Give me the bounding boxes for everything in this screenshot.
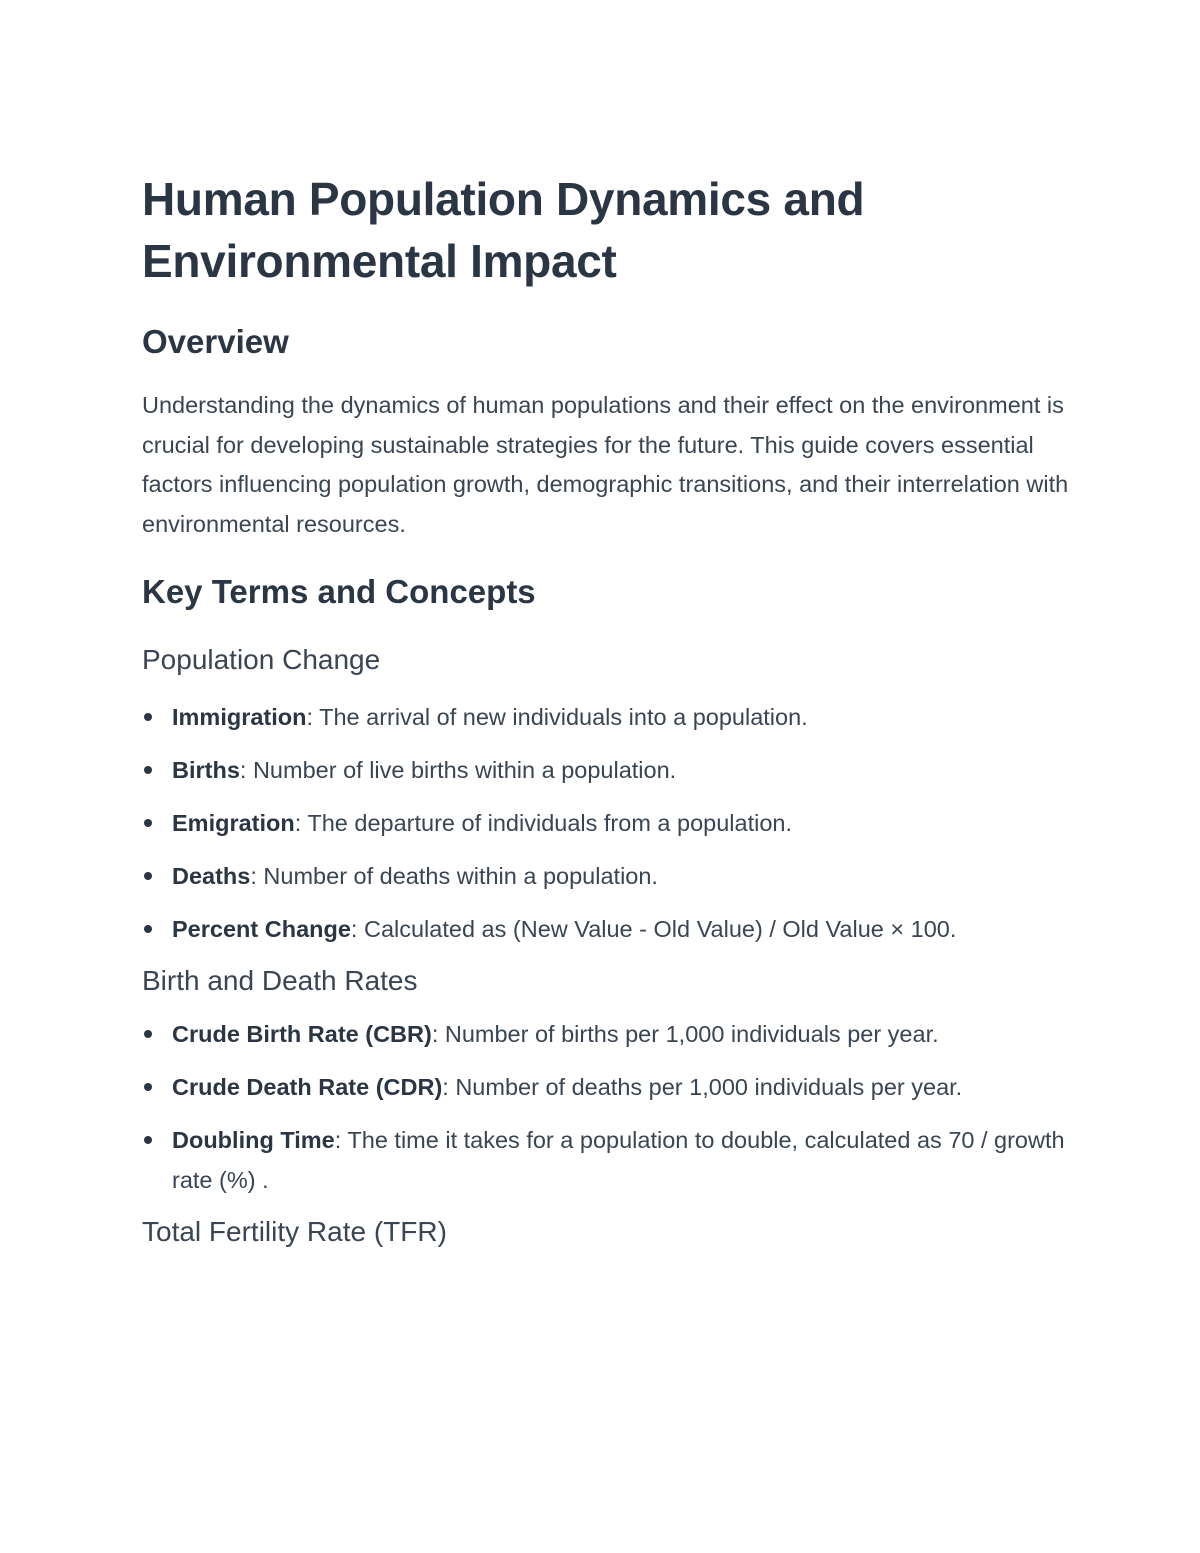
bullet-icon [144,1083,152,1091]
list-item [142,1014,1072,1054]
birth-death-rates-list [142,1014,1072,1200]
population-change-heading: Population Change [142,644,381,675]
bullet-icon [144,925,152,933]
population-change-list [142,697,1072,949]
term-label: Deaths [172,863,251,889]
term-label: Crude Death Rate (CDR) [172,1074,443,1100]
overview-paragraph: Understanding the dynamics of human populations and their effect on the environment is crucial for developing sustainable strategies for the future. This guide covers essential factors influencing population growth, demographic transitions, and their interrelation with environmental resources. [142,392,1069,537]
term-definition: : The time it takes for a population to double, calculated as 70 / growth rate (%) . [172,1127,1065,1193]
bullet-icon [144,766,152,774]
bullet-icon [144,872,152,880]
birth-death-rates-heading: Birth and Death Rates [142,965,418,996]
list-item [142,856,1072,896]
term-definition: : Number of live births within a population. [239,757,677,783]
list-item [142,1067,1072,1107]
bullet-icon [144,713,152,721]
overview-heading: Overview [142,323,289,360]
term-definition: : Number of deaths per 1,000 individuals per year. [442,1074,963,1100]
term-label: Doubling Time [172,1127,335,1153]
term-definition: : Number of deaths within a population. [250,863,658,889]
term-label: Births [172,757,240,783]
list-item [142,803,1072,843]
key-terms-heading: Key Terms and Concepts [142,573,536,610]
term-definition: : Number of births per 1,000 individuals per year. [431,1021,939,1047]
document-page [142,168,1072,1250]
list-item [142,909,1072,949]
page-title: Human Population Dynamics and Environmental Impact [142,173,865,287]
term-definition: : The arrival of new individuals into a population. [306,704,808,730]
term-definition: : The departure of individuals from a population. [294,810,793,836]
list-item [142,750,1072,790]
list-item [142,1120,1072,1200]
term-label: Crude Birth Rate (CBR) [172,1021,432,1047]
term-definition: : Calculated as (New Value - Old Value) / Old Value × 100. [350,916,957,942]
bullet-icon [144,1030,152,1038]
bullet-icon [144,819,152,827]
term-label: Emigration [172,810,295,836]
term-label: Immigration [172,704,307,730]
list-item [142,697,1072,737]
total-fertility-rate-heading: Total Fertility Rate (TFR) [142,1216,447,1247]
bullet-icon [144,1136,152,1144]
term-label: Percent Change [172,916,351,942]
